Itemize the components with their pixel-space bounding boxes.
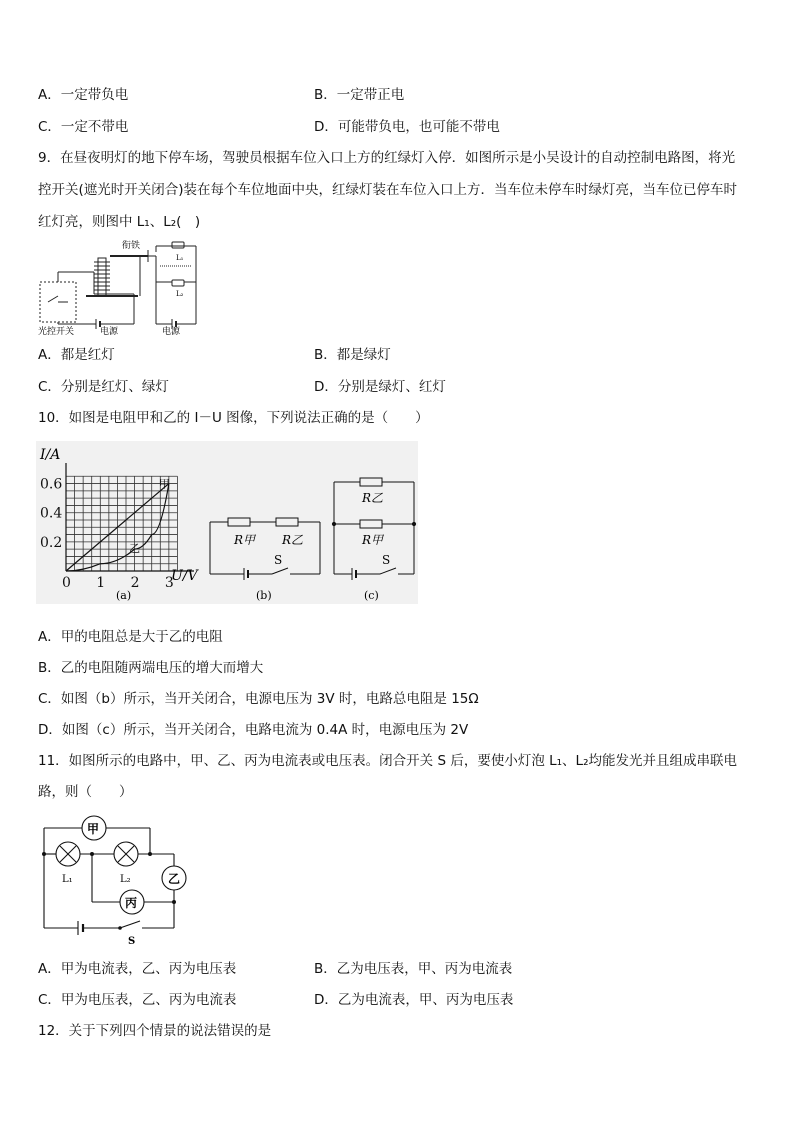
q10-stem: 10．如图是电阻甲和乙的 I－U 图像，下列说法正确的是（ ）: [38, 410, 429, 426]
q9-armature-label: 衔铁: [122, 241, 141, 251]
chart-x-tick-label: 0: [62, 575, 71, 591]
q11-stem-line2: 路，则（ ）: [38, 784, 133, 800]
q8-option-b: B．一定带正电: [314, 87, 405, 103]
q10-parallel-circuit-c: [330, 476, 418, 604]
q10-iu-chart: [36, 441, 206, 604]
chart-x-tick-label: 2: [130, 575, 140, 591]
q11-lamp-l2-label: L₂: [120, 874, 131, 885]
q10-option-d: D．如图（c）所示，当开关闭合，电路电流为 0.4A 时，电源电压为 2V: [38, 722, 469, 738]
q8-option-a: A．一定带负电: [38, 87, 129, 103]
q10b-r-jia-label: R甲: [234, 533, 256, 547]
q9-power2-label: 电源: [162, 327, 181, 336]
q11-meter-yi-label: 乙: [168, 872, 181, 886]
chart-series-label: 甲: [158, 477, 170, 491]
chart-series-label: 乙: [129, 541, 141, 555]
q11-option-d: D．乙为电流表，甲、丙为电压表: [314, 992, 514, 1008]
q9-power1-label: 电源: [100, 327, 119, 336]
chart-y-tick-label: 0.2: [40, 534, 63, 551]
q9-photo-switch-label: 光控开关: [38, 327, 75, 336]
q11-stem-line1: 11．如图所示的电路中，甲、乙、丙为电流表或电压表。闭合开关 S 后，要使小灯泡 L₁、L₂均能发光并且组成串联电: [38, 753, 737, 769]
q10-y-axis-label: I/A: [40, 447, 61, 463]
q9-option-d: D．分别是绿灯、红灯: [314, 379, 446, 395]
q9-stem-line1: 9．在昼夜明灯的地下停车场，驾驶员根据车位入口上方的红绿灯入停．如图所示是小吴设计的自动控制电路图，将光: [38, 150, 736, 166]
q10-x-axis-label: U/V: [171, 568, 198, 584]
q10-series-circuit-b: [206, 506, 324, 604]
q11-meter-bing-label: 丙: [125, 896, 138, 910]
q10-option-c: C．如图（b）所示，当开关闭合，电源电压为 3V 时，电路总电阻是 15Ω: [38, 691, 479, 707]
q10c-switch-label: S: [382, 553, 391, 567]
q9-option-b: B．都是绿灯: [314, 347, 391, 363]
q11-option-c: C．甲为电压表，乙、丙为电流表: [38, 992, 237, 1008]
q10-caption-b: (b): [256, 589, 272, 602]
q10b-switch-label: S: [274, 553, 283, 567]
q11-meter-circuit-diagram: [38, 810, 198, 948]
q10-option-b: B．乙的电阻随两端电压的增大而增大: [38, 660, 264, 676]
q9-option-c: C．分别是红灯、绿灯: [38, 379, 169, 395]
chart-y-tick-label: 0.4: [40, 505, 63, 522]
q10c-r-yi-label: R乙: [362, 491, 384, 505]
q10b-r-yi-label: R乙: [282, 533, 304, 547]
q11-option-b: B．乙为电压表，甲、丙为电流表: [314, 961, 513, 977]
q12-stem: 12．关于下列四个情景的说法错误的是: [38, 1023, 272, 1039]
chart-x-tick-label: 1: [96, 575, 106, 591]
q8-option-c: C．一定不带电: [38, 119, 129, 135]
chart-x-tick-label: 3: [164, 575, 174, 591]
q9-lamp-l2-label: L₂: [176, 290, 184, 298]
q10-caption-c: (c): [364, 589, 379, 602]
chart-y-tick-label: 0.6: [40, 476, 63, 493]
q9-stem-line2: 控开关(遮光时开关闭合)装在每个车位地面中央，红绿灯装在车位入口上方．当车位未停车时绿灯亮，当车位已停车时: [38, 182, 738, 198]
q10-caption-a: (a): [116, 589, 132, 602]
q11-meter-jia-label: 甲: [87, 822, 100, 836]
q10c-r-jia-label: R甲: [362, 533, 384, 547]
q10-option-a: A．甲的电阻总是大于乙的电阻: [38, 629, 223, 645]
q9-option-a: A．都是红灯: [38, 347, 115, 363]
q8-option-d: D．可能带负电，也可能不带电: [314, 119, 500, 135]
q9-lamp-l1-label: L₁: [176, 254, 184, 262]
q11-lamp-l1-label: L₁: [62, 874, 73, 885]
q11-switch-label: S: [128, 936, 136, 947]
q11-option-a: A．甲为电流表，乙、丙为电压表: [38, 961, 237, 977]
q9-stem-line3: 红灯亮，则图中 L₁、L₂( ): [38, 214, 201, 230]
q9-relay-circuit-diagram: [36, 236, 211, 336]
